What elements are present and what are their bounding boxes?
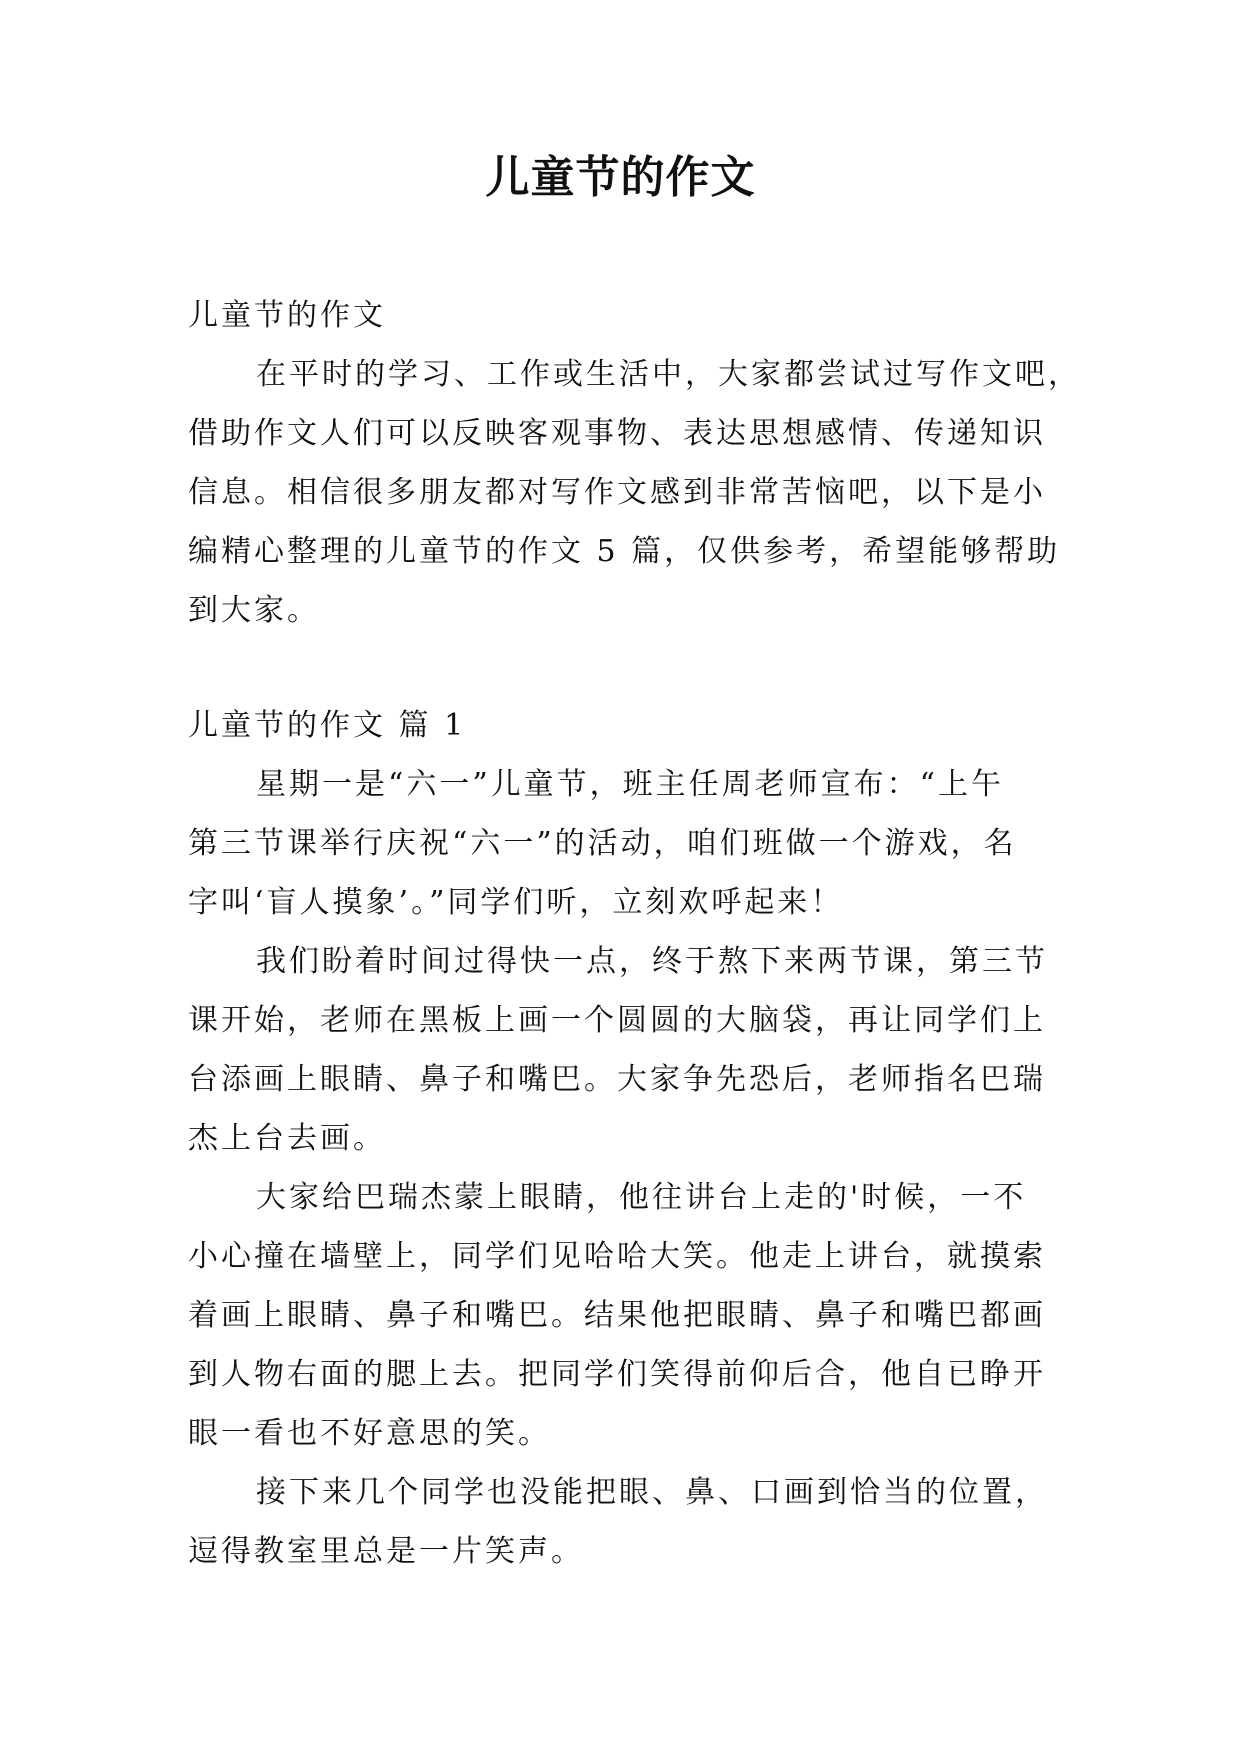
paragraph-line: 小心撞在墙壁上，同学们见哈哈大笑。他走上讲台，就摸索 — [188, 1239, 1046, 1274]
paragraph-line: 逗得教室里总是一片笑声。 — [188, 1534, 584, 1569]
paragraph-line: 台添画上眼睛、鼻子和嘴巴。大家争先恐后，老师指名巴瑞 — [188, 1062, 1046, 1097]
document-body — [188, 286, 1081, 1581]
paragraph-line: 大家给巴瑞杰蒙上眼睛，他往讲台上走的'时候，一不 — [256, 1180, 1027, 1215]
section1-paragraph — [188, 1463, 1058, 1581]
paragraph-line: 第三节课举行庆祝“六一”的活动，咱们班做一个游戏，名 — [188, 826, 1017, 861]
intro-heading: 儿童节的作文 — [188, 298, 386, 333]
paragraph-line: 眼一看也不好意思的笑。 — [188, 1416, 551, 1451]
intro-line: 信息。相信很多朋友都对写作文感到非常苦恼吧，以下是小 — [188, 475, 1046, 510]
section1-paragraph — [188, 755, 1058, 932]
section1-paragraph — [188, 932, 1058, 1168]
paragraph-line: 字叫‘盲人摸象’。”同学们听，立刻欢呼起来！ — [188, 885, 844, 920]
intro-line: 到大家。 — [188, 593, 320, 628]
intro-paragraph — [188, 345, 1081, 640]
section1-heading: 儿童节的作文 篇 1 — [188, 708, 467, 743]
paragraph-line: 星期一是“六一”儿童节，班主任周老师宣布：“上午 — [256, 767, 1005, 802]
intro-line: 编精心整理的儿童节的作文 5 篇，仅供参考，希望能够帮助 — [188, 534, 1061, 569]
intro-line: 借助作文人们可以反映客观事物、表达思想感情、传递知识 — [188, 416, 1046, 451]
paragraph-line: 着画上眼睛、鼻子和嘴巴。结果他把眼睛、鼻子和嘴巴都画 — [188, 1298, 1046, 1333]
section-spacer — [188, 640, 1058, 696]
paragraph-line: 我们盼着时间过得快一点，终于熬下来两节课，第三节 — [256, 944, 1048, 979]
paragraph-line: 接下来几个同学也没能把眼、鼻、口画到恰当的位置， — [256, 1475, 1048, 1510]
section1-paragraph — [188, 1168, 1058, 1463]
document-title: 儿童节的作文 — [485, 152, 756, 203]
paragraph-line: 到人物右面的腮上去。把同学们笑得前仰后合，他自已睁开 — [188, 1357, 1046, 1392]
paragraph-line: 课开始，老师在黑板上画一个圆圆的大脑袋，再让同学们上 — [188, 1003, 1046, 1038]
paragraph-line: 杰上台去画。 — [188, 1121, 386, 1156]
intro-line: 在平时的学习、工作或生活中，大家都尝试过写作文吧， — [256, 357, 1081, 392]
